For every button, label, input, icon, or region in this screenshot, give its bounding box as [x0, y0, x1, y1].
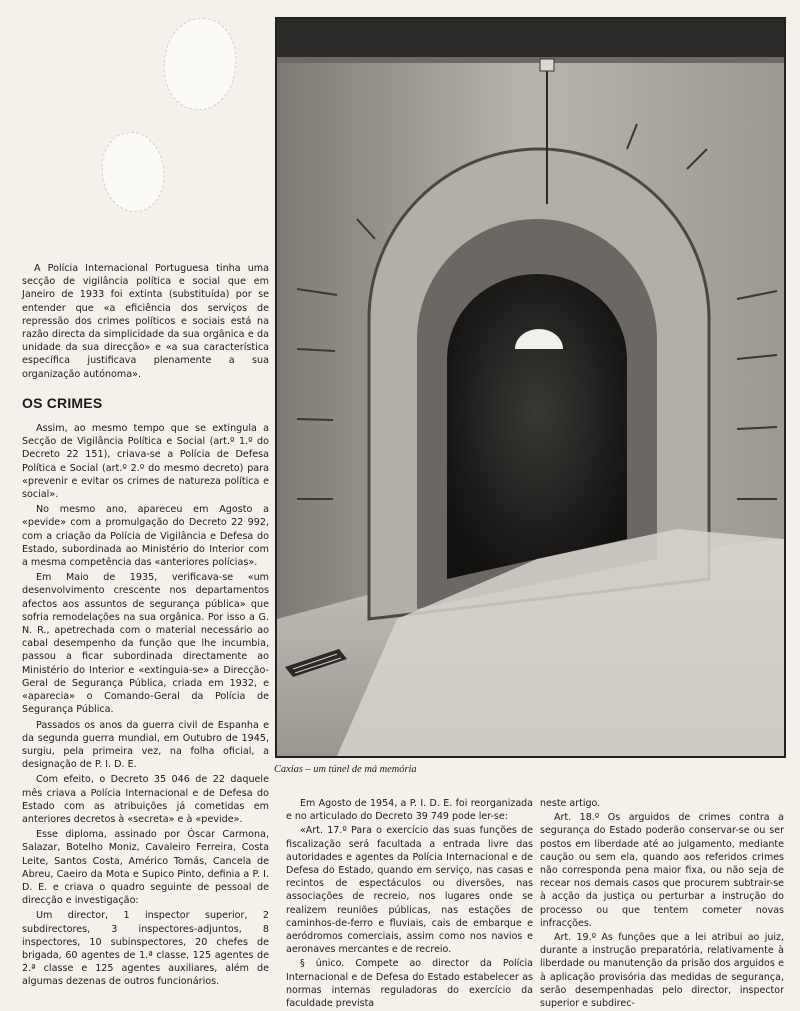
- continuation-text: neste artigo.: [540, 798, 601, 809]
- body-paragraph: Um director, 1 inspector superior, 2 subdirectores, 3 inspectores-adjuntos, 8 inspectores, 10 subinspectores, 20 chefes de brigada, 60 agentes de 1.ª classe, 125 agentes de 2.ª classe e 125 agentes auxiliares, além de algumas dezenas de outros funcionários.: [22, 910, 269, 988]
- photo-caption: Caxias – um túnel de má memória: [274, 764, 417, 775]
- tunnel-photo: [275, 17, 786, 758]
- body-paragraph: Art. 19.º As funções que a lei atribui ao juiz, durante a instrução preparatória, relativamente à liberdade ou manutenção da prisão dos arguidos e à aplicação provisória das medidas de segurança, serão desempenhadas pelo director, inspector superior e subdirec-: [540, 932, 784, 1010]
- paper-blotch: [97, 128, 170, 216]
- paper-blotch: [159, 14, 240, 113]
- body-paragraph: Em Maio de 1935, verificava-se «um desenvolvimento crescente nos departamentos afectos aos assuntos de segurança pública» que sofria remodelações na sua orgânica. Por isso a G. N. R., apetrechada com o material necessário ao cabal desempenho da função que lhe incumbia, passou a ficar subordinada directamente ao Ministério do Interior e «extinguia-se» a Direcção-Geral de Segurança Pública, criada em 1932, e «aparecia» o Comando-Geral da Polícia de Segurança Pública.: [22, 572, 269, 716]
- body-paragraph: Assim, ao mesmo tempo que se extingula a Secção de Vigilância Política e Social (art.º 1.º do Decreto 22 151), criava-se a Polícia de Defesa Política e Social (art.º 2.º do mesmo decreto) para «prevenir e evitar os crimes de natureza política e social».: [22, 423, 269, 501]
- body-paragraph: No mesmo ano, apareceu em Agosto a «pevide» com a promulgação do Decreto 22 992, com a criação da Polícia de Vigilância e Defesa do Estado, subordinada ao Ministério do Interior com a mesma competência das «anteriores polícias».: [22, 504, 269, 569]
- intro-paragraph: A Polícia Internacional Portuguesa tinha uma secção de vigilância política e social que em Janeiro de 1933 foi extinta (substituída) por se entender que «a eficiência dos serviços de repressão dos crimes políticos e sociais está na razão directa da simplicidade da sua orgânica e da unidade da sua direcção» e «a sua característica específica justificava plenamente a sua organização autónoma».: [22, 263, 269, 380]
- right-column: [540, 797, 784, 1011]
- body-paragraph: Em Agosto de 1954, a P. I. D. E. foi reorganizada e no articulado do Decreto 39 749 pode ler-se:: [286, 798, 533, 823]
- section-heading: OS CRIMES: [22, 394, 103, 411]
- body-paragraph: Art. 18.º Os arguidos de crimes contra a segurança do Estado poderão conservar-se ou ser postos em liberdade até ao julgamento, mediante caução ou sem ela, quando aos referidos crimes não corresponda pena maior fixa, ou não seja de recear nos demais casos que procurem subtrair-se à acção da justiça ou perturbar a instrução do processo ou que tentem cometer novas infracções.: [540, 812, 784, 929]
- body-paragraph: § único. Compete ao director da Polícia Internacional e de Defesa do Estado estabelecer as normas internas reguladoras do exercício da faculdade prevista: [286, 958, 533, 1010]
- tunnel-illustration: [277, 19, 784, 756]
- body-paragraph: «Art. 17.º Para o exercício das suas funções de fiscalização será facultada a entrada livre das autoridades e agentes da Polícia Internacional e de Defesa do Estado, quando em serviço, nas casas e recintos de espectáculos ou diversões, nas associações de recreio, nos lugares onde se realizem reuniões públicas, nas estações de caminhos-de-ferro e fluviais, cais de embarque e aeródromos comerciais, assim como nos navios e aeronaves mercantes e de recreio.: [286, 825, 533, 956]
- body-paragraph: Com efeito, o Decreto 35 046 de 22 daquele mês criava a Polícia Internacional e de Defesa do Estado com as atribuições já cometidas em anteriores decretos à «secreta» e à «pevide».: [22, 774, 269, 825]
- left-column: [22, 262, 269, 991]
- middle-column: [286, 797, 533, 1011]
- body-paragraph: Passados os anos da guerra civil de Espanha e da segunda guerra mundial, em Outubro de 1945, surgiu, pela primeira vez, na folha oficial, a designação de P. I. D. E.: [22, 719, 269, 771]
- body-paragraph: Esse diploma, assinado por Óscar Carmona, Salazar, Botelho Moniz, Cavaleiro Ferreira, Costa Leite, Santos Costa, Américo Tomás, Cancela de Abreu, Caeiro da Mota e Supico Pinto, definia a P. I. D. E. e criava o quadro seguinte de pessoal de direcção e investigação:: [22, 829, 269, 907]
